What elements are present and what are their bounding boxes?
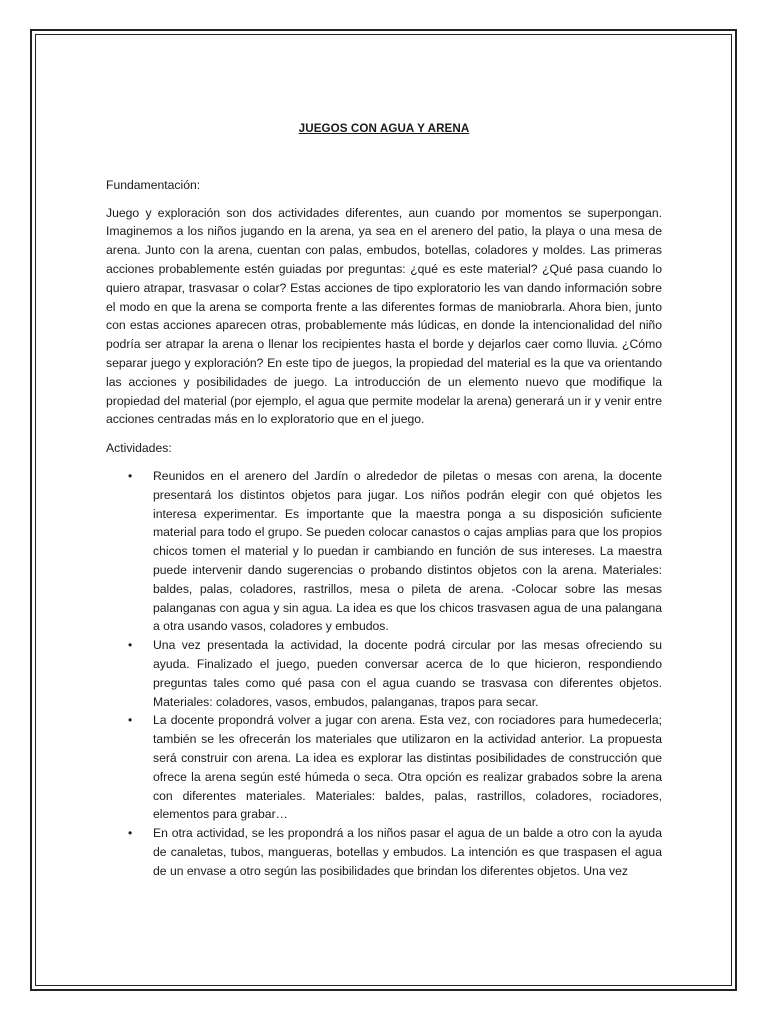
bullet-icon: • xyxy=(128,468,133,483)
activities-list xyxy=(106,467,662,881)
list-item xyxy=(106,824,662,880)
fundamentacion-paragraph: Juego y exploración son dos actividades diferentes, aun cuando por momentos se superpongan. Imaginemos a los niños jugando en la arena, ya sea en el arenero del patio, la playa o una mesa de arena. Junto con la arena, cuentan con palas, embudos, botellas, coladores y moldes. Las primeras acciones probablemente estén guiadas por preguntas: ¿qué es este material? ¿Qué pasa cuando lo quiero atrapar, trasvasar o colar? Estas acciones de tipo exploratorio les van dando información sobre el modo en que la arena se comporta frente a las diferentes formas de maniobrarla. Ahora bien, junto con estas acciones aparecen otras, probablemente más lúdicas, en donde la intencionalidad del niño podría ser atrapar la arena o llenar los recipientes hasta el borde y dejarlos caer como lluvia. ¿Cómo separar juego y exploración? En este tipo de juegos, la propiedad del material es la que va orientando las acciones y posibilidades de juego. La introducción de un elemento nuevo que modifique la propiedad del material (por ejemplo, el agua que permite modelar la arena) generará un ir y venir entre acciones centradas más en lo exploratorio que en el juego. xyxy=(106,205,662,427)
activity-text: Reunidos en el arenero del Jardín o alrededor de piletas o mesas con arena, la docente presentará los distintos objetos para jugar. Los niños podrán elegir con qué objetos les interesa experimentar. Es importante que la maestra ponga a su disposición suficiente material para todo el grupo. Se pueden colocar canastos o cajas amplias para que los propios chicos tomen el material y lo puedan ir cambiando en función de sus intereses. La maestra puede intervenir dando sugerencias o probando distintos objetos con la arena. Materiales: baldes, palas, coladores, rastrillos, mesa o pileta de arena. -Colocar sobre las mesas palanganas con agua y sin agua. La idea es que los chicos trasvasen agua de una palangana a otra usando vasos, coladores y embudos. xyxy=(153,468,662,634)
activity-text: En otra actividad, se les propondrá a los niños pasar el agua de un balde a otro con la ayuda de canaletas, tubos, mangueras, botellas y embudos. La intención es que traspasen el agua de un envase a otro según las posibilidades que brindan los diferentes objetos. Una vez xyxy=(153,826,662,878)
list-item xyxy=(106,636,662,711)
list-item xyxy=(106,467,662,636)
bullet-icon: • xyxy=(128,826,133,841)
fundamentacion-heading: Fundamentación: xyxy=(106,177,201,192)
bullet-icon: • xyxy=(128,713,133,728)
actividades-heading: Actividades: xyxy=(106,441,172,456)
activity-text: La docente propondrá volver a jugar con arena. Esta vez, con rociadores para humedecerla; también se les ofrecerán los materiales que utilizaron en la actividad anterior. La propuesta será construir con arena. La idea es explorar las distintas posibilidades de construcción que ofrece la arena según esté húmeda o seca. Otra opción es realizar grabados sobre la arena con diferentes materiales. Materiales: baldes, palas, rastrillos, coladores, rociadores, elementos para grabar… xyxy=(153,713,662,822)
bullet-icon: • xyxy=(128,638,133,653)
activity-text: Una vez presentada la actividad, la docente podrá circular por las mesas ofreciendo su ayuda. Finalizado el juego, pueden conversar acerca de lo que hicieron, respondiendo preguntas tales como qué pasa con el agua cuando se trasvasa con diferentes objetos. Materiales: coladores, vasos, embudos, palanganas, trapos para secar. xyxy=(153,638,662,709)
list-item xyxy=(106,711,662,824)
document-body xyxy=(106,120,662,880)
document-title: JUEGOS CON AGUA Y ARENA xyxy=(298,122,470,135)
